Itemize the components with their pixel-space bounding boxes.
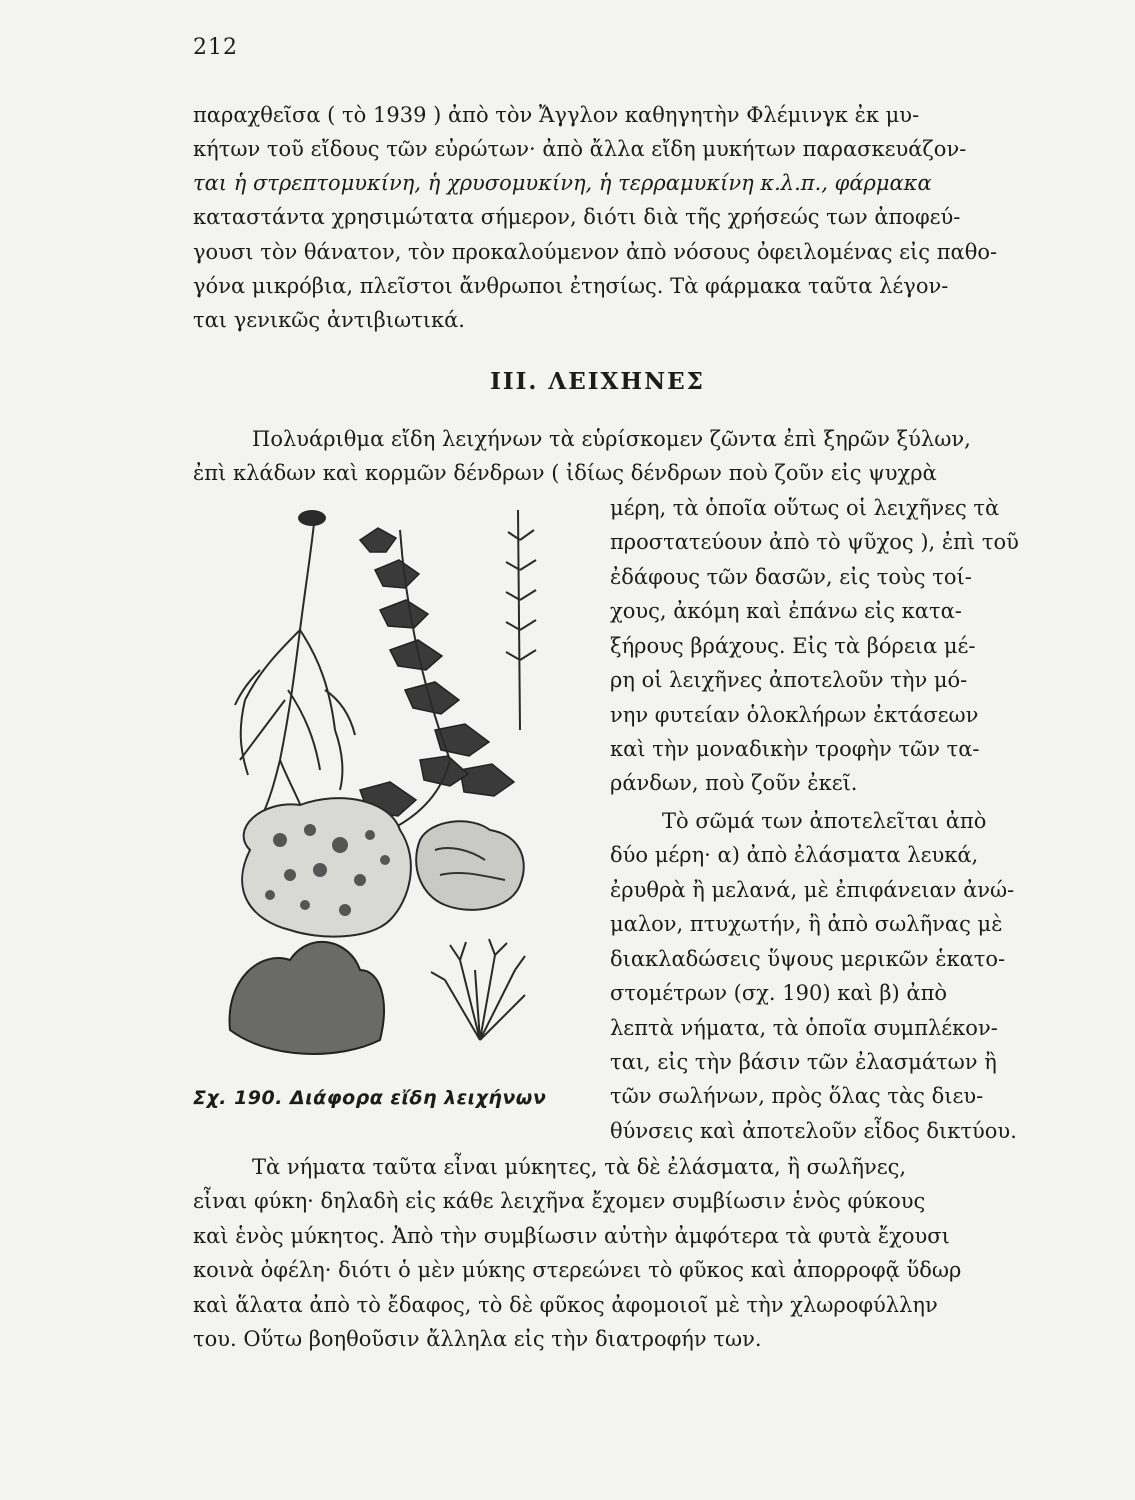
body-line: ἐρυθρὰ ἢ μελανά, μὲ ἐπιφάνειαν ἀνώ- — [610, 878, 1015, 902]
body-line: κοινὰ ὀφέλη· διότι ὁ μὲν μύκης στερεώνει τὸ φῦκος καὶ ἀπορροφᾷ ὕδωρ — [193, 1258, 962, 1282]
body-line: τῶν σωλήνων, πρὸς ὅλας τὰς διευ- — [610, 1084, 984, 1108]
body-line: ράνδων, ποὺ ζοῦν ἐκεῖ. — [610, 771, 858, 795]
body-line: ται, εἰς τὴν βάσιν τῶν ἐλασμάτων ἢ — [610, 1050, 997, 1074]
body-line: εἶναι φύκη· δηλαδὴ εἰς κάθε λειχῆνα ἔχομεν συμβίωσιν ἑνὸς φύκους — [193, 1189, 926, 1213]
body-line: μαλον, πτυχωτήν, ἢ ἀπὸ σωλῆνας μὲ — [610, 912, 1003, 936]
body-line: κήτων τοῦ εἴδους τῶν εὐρώτων· ἀπὸ ἄλλα εἴδη μυκήτων παρασκευάζον- — [193, 137, 967, 161]
body-line: δύο μέρη· α) ἀπὸ ἐλάσματα λευκά, — [610, 843, 979, 867]
body-line: ἐπὶ κλάδων καὶ κορμῶν δένδρων ( ἰδίως δένδρων ποὺ ζοῦν εἰς ψυχρὰ — [193, 461, 937, 485]
body-line: ται γενικῶς ἀντιβιωτικά. — [193, 308, 465, 332]
body-line: Τὰ νήματα ταῦτα εἶναι μύκητες, τὰ δὲ ἐλάσματα, ἢ σωλῆνες, — [252, 1155, 907, 1179]
lichen-illustration — [220, 500, 600, 1080]
body-line: καταστάντα χρησιμώτατα σήμερον, διότι διὰ τῆς χρήσεώς των ἀποφεύ- — [193, 205, 961, 229]
body-line: του. Οὕτω βοηθοῦσιν ἄλληλα εἰς τὴν διατροφήν των. — [193, 1327, 762, 1351]
section-heading: III. ΛΕΙΧΗΝΕΣ — [490, 368, 705, 395]
page-number: 212 — [193, 35, 238, 60]
figure-caption: Σχ. 190. Διάφορα εἴδη λειχήνων — [193, 1087, 547, 1109]
body-line: καὶ ἅλατα ἀπὸ τὸ ἔδαφος, τὸ δὲ φῦκος ἀφομοιοῖ μὲ τὴν χλωροφύλλην — [193, 1293, 938, 1317]
body-line: παραχθεῖσα ( τὸ 1939 ) ἀπὸ τὸν Ἄγγλον καθηγητὴν Φλέμινγκ ἐκ μυ- — [193, 103, 920, 127]
body-line: χους, ἀκόμη καὶ ἐπάνω εἰς κατα- — [610, 599, 962, 623]
body-line: ται ἡ στρεπτομυκίνη, ἡ χρυσομυκίνη, ἡ τερραμυκίνη κ.λ.π., φάρμακα — [193, 171, 932, 195]
body-line: Τὸ σῶμά των ἀποτελεῖται ἀπὸ — [662, 809, 987, 833]
body-line: Πολυάριθμα εἴδη λειχήνων τὰ εὑρίσκομεν ζῶντα ἐπὶ ξηρῶν ξύλων, — [252, 427, 971, 451]
body-line: μέρη, τὰ ὁποῖα οὕτως οἱ λειχῆνες τὰ — [610, 496, 1000, 520]
body-line: καὶ ἑνὸς μύκητος. Ἀπὸ τὴν συμβίωσιν αὐτὴν ἀμφότερα τὰ φυτὰ ἔχουσι — [193, 1224, 950, 1248]
body-line: γόνα μικρόβια, πλεῖστοι ἄνθρωποι ἐτησίως. Τὰ φάρμακα ταῦτα λέγον- — [193, 274, 949, 298]
body-line: στομέτρων (σχ. 190) καὶ β) ἀπὸ — [610, 981, 948, 1005]
body-line: γουσι τὸν θάνατον, τὸν προκαλούμενον ἀπὸ νόσους ὀφειλομένας εἰς παθο- — [193, 240, 998, 264]
body-line: προστατεύουν ἀπὸ τὸ ψῦχος ), ἐπὶ τοῦ — [610, 530, 1019, 554]
body-line: λεπτὰ νήματα, τὰ ὁποῖα συμπλέκον- — [610, 1016, 998, 1040]
body-line: ρη οἱ λειχῆνες ἀποτελοῦν τὴν μό- — [610, 668, 968, 692]
body-line: διακλαδώσεις ὕψους μερικῶν ἑκατο- — [610, 947, 1006, 971]
body-line: καὶ τὴν μοναδικὴν τροφὴν τῶν τα- — [610, 737, 980, 761]
body-line: νην φυτείαν ὁλοκλήρων ἐκτάσεων — [610, 703, 979, 727]
body-line: ἐδάφους τῶν δασῶν, εἰς τοὺς τοί- — [610, 565, 972, 589]
body-line: θύνσεις καὶ ἀποτελοῦν εἶδος δικτύου. — [610, 1119, 1017, 1143]
body-line: ξήρους βράχους. Εἰς τὰ βόρεια μέ- — [610, 634, 976, 658]
